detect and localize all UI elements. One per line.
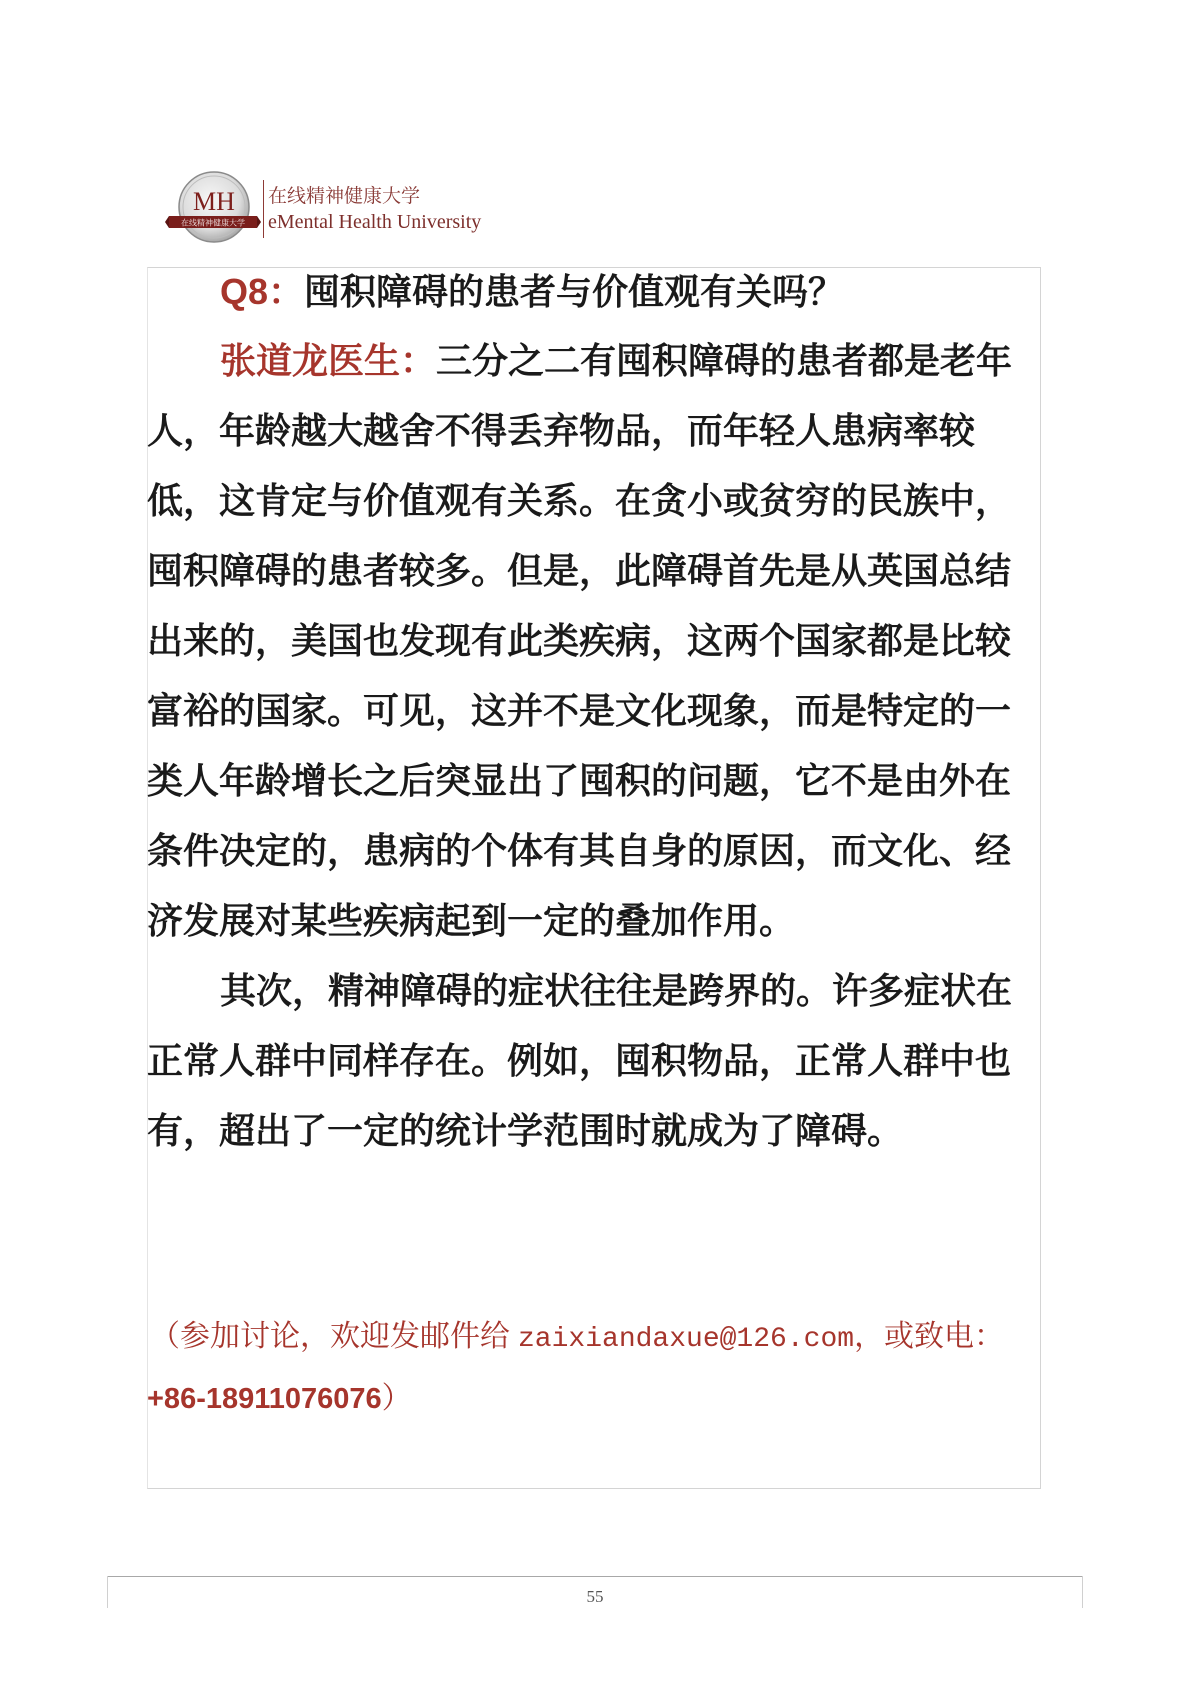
paragraph2-first-line: 其次，精神障碍的症状往往是跨界的。许多症状在 xyxy=(220,971,1013,1012)
contact-suffix: ，或致电： xyxy=(854,1319,1005,1354)
contact-email: zaixiandaxue@126.com xyxy=(518,1324,855,1355)
answer-line: 富裕的国家。可见，这并不是文化现象，而是特定的一 xyxy=(147,691,1012,732)
footer-rule xyxy=(107,1576,1083,1577)
answer-line: 人，年龄越大越舍不得丢弃物品，而年轻人患病率较 xyxy=(147,411,976,452)
answer-line: 囤积障碍的患者较多。但是，此障碍首先是从英国总结 xyxy=(147,551,1012,592)
answer-line: 类人年龄增长之后突显出了囤积的问题，它不是由外在 xyxy=(147,761,1012,802)
logo-monogram: MH xyxy=(193,187,235,216)
contact-close: ） xyxy=(381,1381,412,1416)
page-number: 55 xyxy=(586,1587,604,1606)
footer-tick-left xyxy=(107,1576,108,1608)
logo-name-cn: 在线精神健康大学 xyxy=(268,185,421,207)
paragraph2-line: 有，超出了一定的统计学范围时就成为了障碍。 xyxy=(147,1111,904,1152)
answer-line: 低，这肯定与价值观有关系。在贪小或贫穷的民族中， xyxy=(147,481,1012,522)
answer-first-line xyxy=(147,327,1027,397)
answer-line: 济发展对某些疾病起到一定的叠加作用。 xyxy=(147,901,796,942)
answer-line: 条件决定的，患病的个体有其自身的原因，而文化、经 xyxy=(147,831,1012,872)
logo-ribbon-text: 在线精神健康大学 xyxy=(181,218,245,228)
qa-text-block xyxy=(147,257,1027,1167)
logo-divider xyxy=(263,180,264,238)
logo-name-en: eMental Health University xyxy=(268,211,482,233)
paragraph2-line: 正常人群中同样存在。例如，囤积物品，正常人群中也 xyxy=(147,1041,1012,1082)
contact-line-1 xyxy=(150,1317,1004,1357)
contact-phone: +86-18911076076 xyxy=(147,1383,382,1415)
question-label: Q8： xyxy=(220,271,305,312)
question-text: 囤积障碍的患者与价值观有关吗？ xyxy=(304,272,845,313)
answer-line: 出来的，美国也发现有此类疾病，这两个国家都是比较 xyxy=(147,621,1012,662)
footer-tick-right xyxy=(1082,1576,1083,1608)
answer-first-line-text: 三分之二有囤积障碍的患者都是老年 xyxy=(436,341,1013,382)
contact-prefix: （参加讨论，欢迎发邮件给 xyxy=(150,1319,510,1354)
question-line xyxy=(147,257,1027,327)
contact-line-2 xyxy=(147,1379,412,1419)
answer-speaker: 张道龙医生： xyxy=(220,341,437,382)
